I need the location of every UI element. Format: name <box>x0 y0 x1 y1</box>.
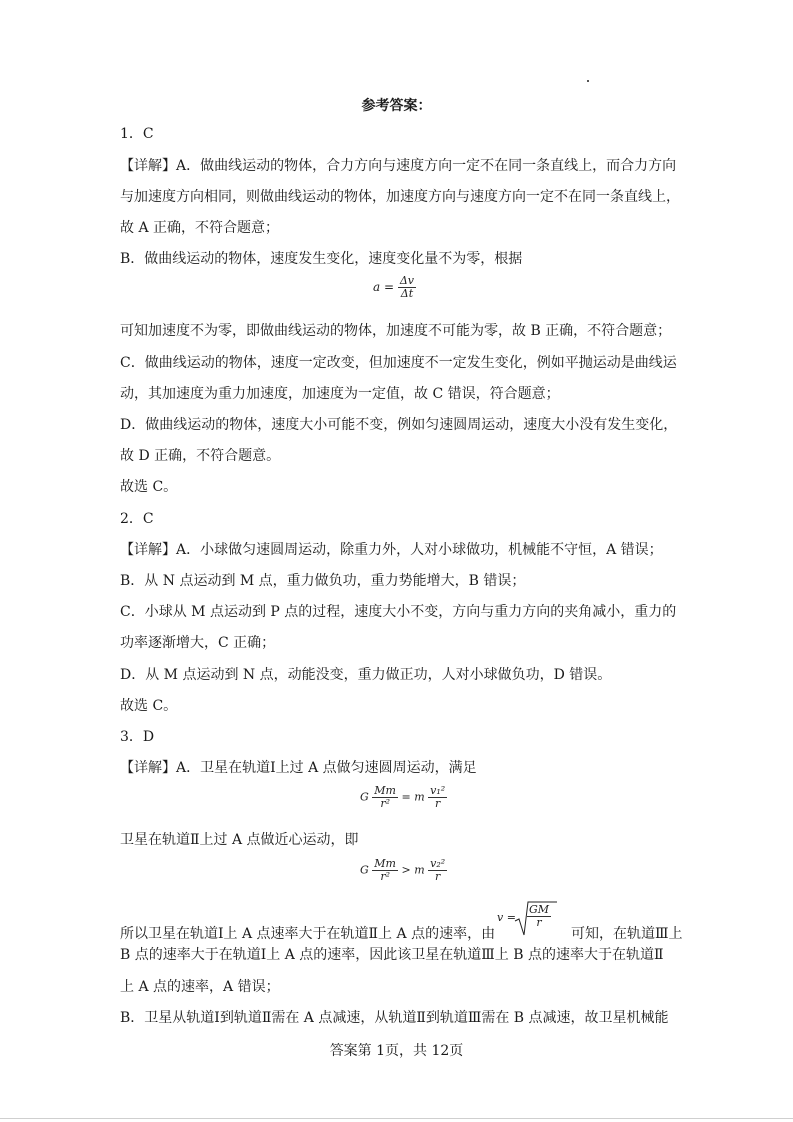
answer-number-2: 2．C <box>120 511 154 527</box>
page-title: 参考答案： <box>361 98 432 114</box>
text-line: C．做曲线运动的物体，速度一定改变，但加速度不一定发生变化，例如平抛运动是曲线运 <box>120 355 677 371</box>
text-line: 卫星在轨道Ⅱ上过 A 点做近心运动，即 <box>120 832 359 848</box>
formula-fraction <box>372 785 398 810</box>
formula-numerator: Δv <box>399 274 415 287</box>
text-line: 功率逐渐增大，C 正确； <box>120 635 276 651</box>
text-line: 动，其加速度为重力加速度，加速度为一定值，故 C 错误，符合题意； <box>120 386 560 402</box>
text-line: B 点的速率大于在轨道Ⅰ上 A 点的速率，因此该卫星在轨道Ⅲ上 B 点的速率大于在轨道Ⅱ <box>120 947 664 963</box>
formula-denominator: r <box>536 916 542 929</box>
acceleration-formula <box>373 275 416 300</box>
text-line: B．从 N 点运动到 M 点，重力做负功，重力势能增大，B 错误； <box>120 573 526 589</box>
text-line: D．做曲线运动的物体，速度大小可能不变，例如匀速圆周运动，速度大小没有发生变化， <box>120 417 678 433</box>
formula-denominator: r² <box>380 870 390 883</box>
text-line: 【详解】A．小球做匀速圆周运动，除重力外，人对小球做功，机械能不守恒，A 错误； <box>120 542 663 558</box>
text-line: 可知加速度不为零，即做曲线运动的物体，加速度不可能为零，故 B 正确，不符合题意； <box>120 323 672 339</box>
formula-relation: = <box>401 790 411 804</box>
text-line: 可知，在轨道Ⅲ上 <box>571 926 683 942</box>
formula-numerator: Mm <box>374 784 396 797</box>
text-line: B．卫星从轨道Ⅰ到轨道Ⅱ需在 A 点减速，从轨道Ⅱ到轨道Ⅲ需在 B 点减速，故卫星机械能 <box>120 1010 669 1026</box>
formula-denominator: Δt <box>400 287 414 300</box>
bottom-divider <box>0 1118 793 1119</box>
text-line: 【详解】A．卫星在轨道Ⅰ上过 A 点做匀速圆周运动，满足 <box>120 760 477 776</box>
formula-G: G <box>360 863 369 877</box>
formula-lhs: a = <box>373 280 395 294</box>
text-line: C．小球从 M 点运动到 P 点的过程，速度大小不变，方向与重力方向的夹角减小，重力的 <box>120 604 677 620</box>
text-line: 所以卫星在轨道Ⅰ上 A 点速率大于在轨道Ⅱ上 A 点的速率，由 <box>120 926 496 942</box>
formula-fraction <box>428 858 447 883</box>
formula-denominator: r <box>435 870 441 883</box>
text-line: 与加速度方向相同，则做曲线运动的物体，加速度方向与速度方向一定不在同一条直线上， <box>120 189 680 205</box>
formula-fraction <box>428 785 447 810</box>
formula-fraction <box>527 904 551 929</box>
formula-m: m <box>414 790 425 804</box>
text-line: 故选 C。 <box>120 698 178 714</box>
text-line: 【详解】A．做曲线运动的物体，合力方向与速度方向一定不在同一条直线上，而合力方向 <box>120 158 677 174</box>
text-line: 故 A 正确，不符合题意； <box>120 220 280 236</box>
formula-G: G <box>360 790 369 804</box>
orbit-formula-2 <box>360 858 447 883</box>
formula-relation: > m <box>401 863 425 877</box>
formula-lhs: v = <box>497 911 516 924</box>
formula-numerator: Mm <box>374 857 396 870</box>
formula-numerator: GM <box>529 903 550 916</box>
formula-numerator: v₁² <box>430 784 446 797</box>
text-line: 上 A 点的速率，A 错误； <box>120 979 280 995</box>
text-line: B．做曲线运动的物体，速度发生变化，速度变化量不为零，根据 <box>120 251 523 267</box>
formula-fraction <box>372 858 398 883</box>
page-footer: 答案第 1页，共 12页 <box>329 1043 464 1059</box>
orbit-formula-1 <box>360 785 447 810</box>
corner-dot <box>587 80 589 82</box>
formula-denominator: r² <box>380 797 390 810</box>
formula-numerator: v₂² <box>430 857 446 870</box>
text-line: 故选 C。 <box>120 479 178 495</box>
answer-number-3: 3．D <box>120 729 155 745</box>
answer-number-1: 1．C <box>120 126 154 142</box>
formula-denominator: r <box>435 797 441 810</box>
text-line: D．从 M 点运动到 N 点，动能没变，重力做正功，人对小球做负功，D 错误。 <box>120 667 612 683</box>
formula-fraction <box>398 275 416 300</box>
velocity-formula <box>497 899 559 939</box>
text-line: 故 D 正确，不符合题意。 <box>120 448 281 464</box>
